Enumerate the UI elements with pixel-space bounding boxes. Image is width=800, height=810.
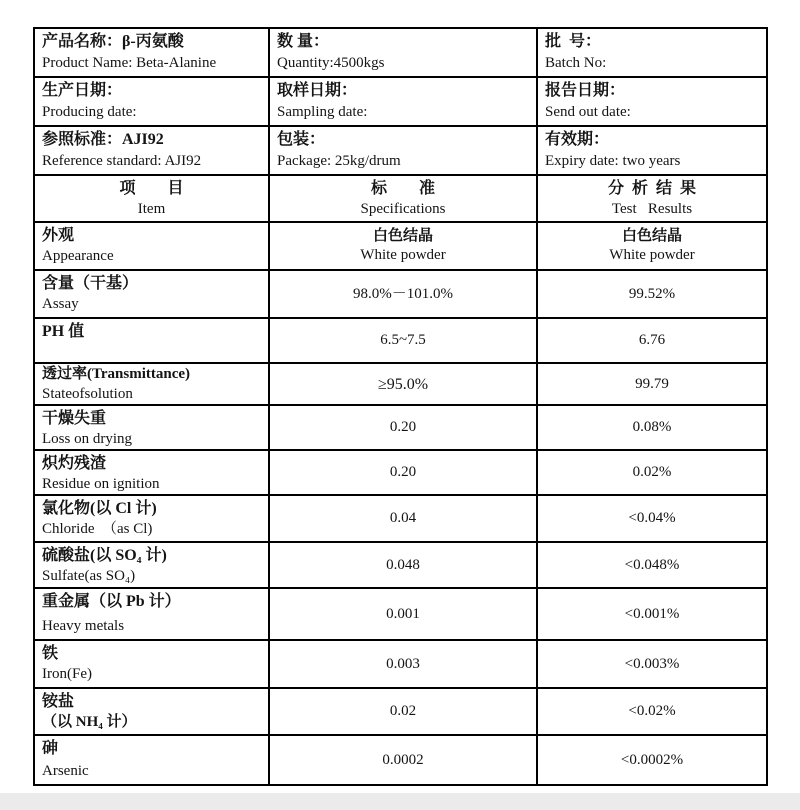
expiry-date-cell [538,127,766,174]
result-value: 6.76 [638,332,666,348]
item-name-cell [35,271,270,317]
result-cell [538,406,766,449]
result-value: <0.003% [624,655,680,672]
item-header-zh: 项 目 [119,180,184,197]
spec-en: White powder [360,247,446,264]
item-name-en: Sulfate(as SO₄) [42,568,136,584]
producing-date-cell [35,78,270,125]
item-name-cell [35,223,270,269]
spec-cell [270,736,538,784]
reference-standard-en: Reference standard: AJI92 [42,153,202,169]
result-value: 0.02% [632,464,672,480]
spec-value: 0.003 [386,655,420,672]
table-row-arsenic [35,736,766,784]
quantity-cell [270,29,538,76]
result-cell [538,689,766,734]
item-name-zh: 砷 [42,740,59,757]
info-row-standard [35,127,766,176]
package-value-en: Package: 25kg/drum [277,153,401,169]
specifications-header-zh: 标 准 [370,180,435,197]
result-cell [538,451,766,494]
spec-value: 0.20 [389,419,417,435]
item-name-cell [35,496,270,541]
item-name-en: Iron(Fe) [42,666,92,682]
item-header-en: Item [137,201,166,217]
sampling-date-en: Sampling date: [277,104,368,120]
spec-value: 0.0002 [382,751,424,768]
item-name-cell [35,319,270,362]
sampling-date-cell [270,78,538,125]
batch-no-label-zh: 批 号： [545,33,602,50]
spec-value: 98.0%－101.0% [353,285,453,302]
table-row-loss-on-drying [35,406,766,451]
info-row-product [35,29,766,78]
item-name-zh: 含量（干基） [42,275,139,292]
item-name-zh: PH 值 [42,323,85,340]
result-cell [538,641,766,687]
quantity-label-zh: 数 量： [277,33,330,50]
spec-cell [270,223,538,269]
column-header-test-results [538,176,766,221]
table-row-transmittance [35,364,766,406]
result-cell [538,223,766,269]
item-name-zh: 氯化物(以 Cl 计) [42,500,157,517]
spec-cell [270,589,538,639]
result-value: 0.08% [632,419,672,435]
result-value: <0.02% [628,703,676,719]
item-name-cell [35,451,270,494]
test-results-header-en: Test Results [611,201,693,217]
result-value: <0.048% [624,556,680,573]
expiry-date-en: Expiry date: two years [545,153,681,169]
producing-date-zh: 生产日期： [42,82,123,99]
sampling-date-zh: 取样日期： [277,82,358,99]
spec-value: ≥95.0% [377,375,429,393]
column-header-row [35,176,766,223]
item-name-cell [35,543,270,587]
info-row-dates [35,78,766,127]
spec-cell [270,364,538,404]
item-name-en: Heavy metals [42,618,125,634]
package-cell [270,127,538,174]
result-value: 99.79 [635,375,669,392]
producing-date-en: Producing date: [42,104,137,120]
spec-value: 0.048 [386,556,420,573]
spec-value: 0.001 [386,605,420,622]
item-name-cell [35,364,270,404]
result-value: <0.0002% [620,751,684,768]
spec-cell [270,319,538,362]
table-row-assay [35,271,766,319]
result-cell [538,543,766,587]
item-name-cell [35,589,270,639]
result-value: <0.04% [628,510,676,526]
table-row-residue-on-ignition [35,451,766,496]
result-cell [538,736,766,784]
item-name-zh: 炽灼残渣 [42,455,107,472]
test-results-header-zh: 分 析 结 果 [607,180,696,197]
result-cell [538,364,766,404]
item-name-en: Stateofsolution [42,386,133,402]
result-cell [538,496,766,541]
item-name-zh: 重金属（以 Pb 计） [42,593,181,610]
report-date-en: Send out date: [545,104,631,120]
table-row-chloride [35,496,766,543]
result-cell [538,589,766,639]
report-date-cell [538,78,766,125]
table-row-sulfate [35,543,766,589]
report-date-zh: 报告日期： [545,82,626,99]
quantity-value-en: Quantity:4500kgs [277,55,385,71]
spec-value: 6.5~7.5 [380,332,426,348]
result-value: 99.52% [628,285,676,302]
result-en: White powder [609,247,695,264]
package-label-zh: 包装： [277,131,326,148]
product-name-zh: 产品名称：β-丙氨酸 [42,33,184,50]
item-name-cell [35,406,270,449]
item-name-zh: 外观 [42,227,75,244]
spec-cell [270,543,538,587]
item-name-zh: 铵盐 [42,693,75,710]
expiry-date-zh: 有效期： [545,131,610,148]
spec-cell [270,271,538,317]
certificate-of-analysis-table [33,27,768,786]
column-header-specifications [270,176,538,221]
column-header-item [35,176,270,221]
table-row-heavy-metals [35,589,766,641]
item-name-zh: 干燥失重 [42,410,107,427]
spec-cell [270,689,538,734]
product-name-en: Product Name: Beta-Alanine [42,55,217,71]
table-row-appearance [35,223,766,271]
spec-cell [270,406,538,449]
batch-no-cell [538,29,766,76]
item-name-en: Assay [42,296,79,312]
reference-standard-cell [35,127,270,174]
spec-zh: 白色结晶 [372,227,433,244]
table-row-ph [35,319,766,364]
batch-no-label-en: Batch No: [545,55,607,71]
scan-edge-strip [0,793,800,810]
product-name-cell [35,29,270,76]
spec-cell [270,451,538,494]
item-name-en: Loss on drying [42,431,132,447]
item-name-zh: 透过率(Transmittance) [42,366,191,382]
item-name-zh-line2: （以 NH₄ 计） [42,714,137,730]
specifications-header-en: Specifications [360,201,446,217]
item-name-cell [35,736,270,784]
result-cell [538,271,766,317]
spec-value: 0.02 [389,703,417,719]
result-zh: 白色结晶 [621,227,682,244]
item-name-zh: 硫酸盐(以 SO₄ 计) [42,547,167,564]
spec-value: 0.04 [389,510,417,526]
reference-standard-zh: 参照标准：AJI92 [42,131,164,148]
spec-value: 0.20 [389,464,417,480]
item-name-zh: 铁 [42,645,59,662]
item-name-en: Arsenic [42,763,89,779]
item-name-cell [35,689,270,734]
spec-cell [270,496,538,541]
item-name-en: Appearance [42,248,114,264]
item-name-cell [35,641,270,687]
result-value: <0.001% [624,605,680,622]
table-row-ammonium-salt [35,689,766,736]
item-name-en: Residue on ignition [42,476,160,492]
item-name-en: Chloride （as Cl) [42,521,153,537]
spec-cell [270,641,538,687]
result-cell [538,319,766,362]
table-row-iron [35,641,766,689]
